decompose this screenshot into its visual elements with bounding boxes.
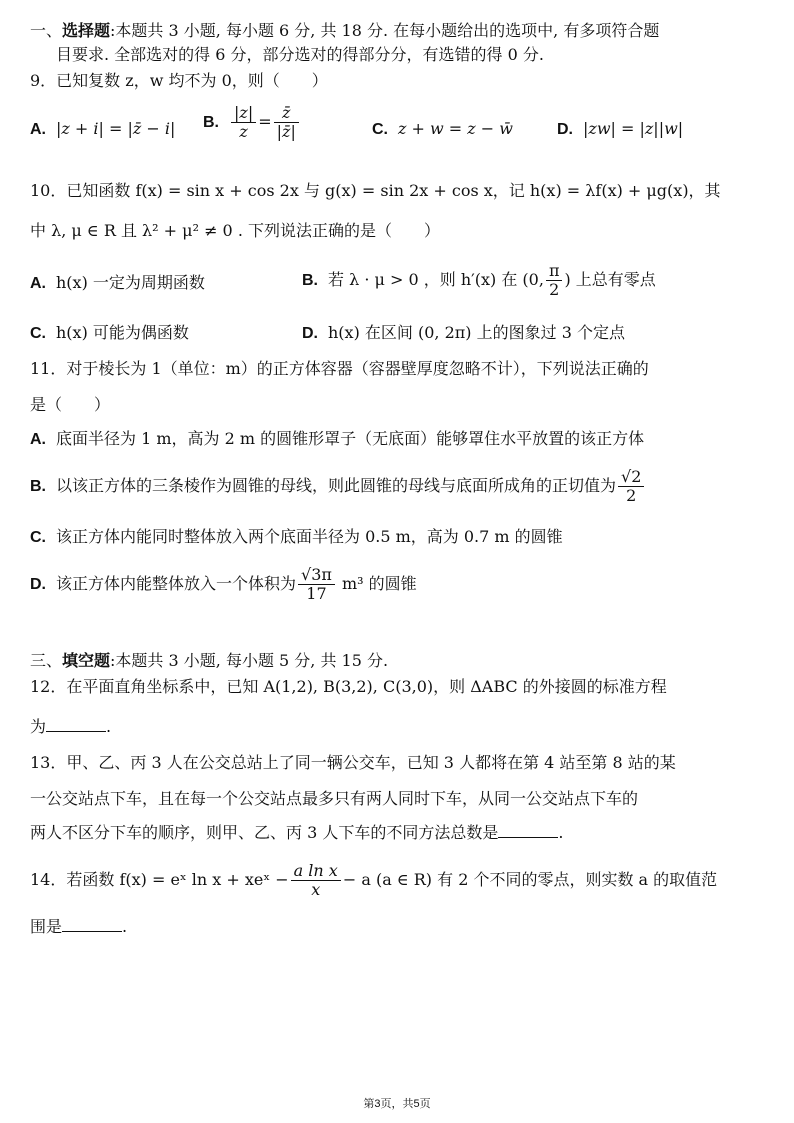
- q11-stem-line2: 是（ ）: [30, 395, 111, 414]
- frac-denominator: 2: [549, 280, 560, 299]
- q11-option-c-text: 该正方体内能同时整体放入两个底面半径为 0.5 m，高为 0.7 m 的圆锥: [56, 527, 563, 546]
- q10-option-a: [30, 272, 205, 295]
- q9-option-b-frac-right: [274, 104, 299, 141]
- q14-frac: [291, 862, 341, 899]
- q13-stem-line1: 13．甲、乙、丙 3 人在公交总站上了同一辆公交车，已知 3 人都将在第 4 站至第 8 站的某: [30, 753, 676, 772]
- q10-option-b: [302, 262, 656, 299]
- q10-option-b-frac: [546, 262, 563, 299]
- q10-option-c-label: C.: [30, 325, 46, 342]
- page-footer: 第3页，共5页: [363, 1098, 431, 1110]
- q11-option-a-label: A.: [30, 431, 46, 448]
- frac-numerator: a ln x: [291, 862, 341, 881]
- section1-heading: [30, 20, 659, 42]
- q13-stem-line3: [30, 822, 563, 844]
- q13-stem-line2: 一公交站点下车，且在每一个公交站点最多只有两人同时下车，从同一公交站点下车的: [30, 789, 639, 808]
- q9-stem: 9．已知复数 z，w 均不为 0，则（ ）: [30, 71, 328, 90]
- q10-stem-line2: 中 λ, μ ∈ R 且 λ² + μ² ≠ 0 . 下列说法正确的是（ ）: [30, 221, 440, 240]
- q9-option-d-text: |zw| = |z||w|: [583, 119, 684, 138]
- q11-option-b-frac: [618, 468, 644, 505]
- section3-instructions: :本题共 3 小题, 每小题 5 分, 共 15 分.: [110, 651, 389, 670]
- section1-instructions-line2: 目要求. 全部选对的得 6 分，部分选对的得部分分，有选错的得 0 分.: [56, 45, 544, 64]
- q12-answer-blank[interactable]: [46, 717, 106, 732]
- q10-option-c-text: h(x) 可能为偶函数: [56, 323, 189, 342]
- q11-stem-line1: 11．对于棱长为 1（单位：m）的正方体容器（容器壁厚度忽略不计），下列说法正确的: [30, 359, 649, 378]
- frac-denominator: z: [239, 122, 248, 141]
- q11-option-a: [30, 428, 644, 451]
- q9-option-d-label: D.: [557, 121, 573, 138]
- q12-stem-line1: 12．在平面直角坐标系中，已知 A(1,2), B(3,2), C(3,0)，则 ΔABC 的外接圆的标准方程: [30, 677, 667, 696]
- q9-option-c-label: C.: [372, 121, 388, 138]
- q10-option-b-pre: 若 λ · μ > 0 ，则 h′(x) 在 (0,: [328, 270, 544, 289]
- q10-stem-line1: 10．已知函数 f(x) = sin x + cos 2x 与 g(x) = sin 2x + cos x，记 h(x) = λf(x) + μg(x)，其: [30, 181, 721, 200]
- q11-option-d-label: D.: [30, 576, 46, 593]
- q12-line2-post: .: [106, 717, 112, 736]
- q12-stem-line2: [30, 716, 111, 738]
- q12-line2-pre: 为: [30, 717, 47, 736]
- section3-heading: [30, 650, 388, 672]
- q10-option-a-text: h(x) 一定为周期函数: [56, 273, 205, 292]
- q9-option-b-frac-left: [231, 104, 256, 141]
- section1-instructions-line1: :本题共 3 小题, 每小题 6 分, 共 18 分. 在每小题给出的选项中, 有多项符合题: [110, 21, 660, 40]
- q11-option-b: [30, 468, 646, 505]
- q11-option-b-label: B.: [30, 478, 46, 495]
- q10-option-d: [302, 322, 625, 345]
- q11-option-c-label: C.: [30, 529, 46, 546]
- section3-title: 填空题: [62, 651, 111, 670]
- q14-stem-line2: [30, 916, 127, 938]
- q9-option-b-label: B.: [203, 114, 219, 131]
- section3-number: 三、: [30, 651, 63, 670]
- q9-option-b: [203, 104, 301, 141]
- frac-denominator: 2: [626, 486, 637, 505]
- q10-option-d-label: D.: [302, 325, 318, 342]
- q10-option-b-post: ) 上总有零点: [564, 270, 656, 289]
- frac-numerator: |z|: [231, 104, 256, 123]
- q13-line3-pre: 两人不区分下车的顺序，则甲、乙、丙 3 人下车的不同方法总数是: [30, 823, 499, 842]
- q11-option-d-pre: 该正方体内能整体放入一个体积为: [56, 574, 297, 593]
- q10-option-b-label: B.: [302, 272, 318, 289]
- q9-option-a-label: A.: [30, 121, 46, 138]
- q9-option-c: [372, 118, 513, 141]
- frac-numerator: z̄: [274, 104, 299, 123]
- frac-numerator: √3π: [298, 566, 335, 585]
- q11-option-a-text: 底面半径为 1 m，高为 2 m 的圆锥形罩子（无底面）能够罩住水平放置的该正方体: [56, 429, 645, 448]
- frac-numerator: √2: [618, 468, 644, 487]
- q11-option-b-pre: 以该正方体的三条棱作为圆锥的母线，则此圆锥的母线与底面所成角的正切值为: [56, 476, 617, 495]
- q9-option-c-text: z + w = z − w̄: [398, 119, 513, 138]
- section1-number: 一、: [30, 21, 63, 40]
- q10-option-c: [30, 322, 189, 345]
- q14-pre: 14．若函数 f(x) = eˣ ln x + xeˣ −: [30, 870, 289, 889]
- q10-option-a-label: A.: [30, 275, 46, 292]
- q14-answer-blank[interactable]: [62, 917, 122, 932]
- q14-post: − a (a ∈ R) 有 2 个不同的零点，则实数 a 的取值范: [342, 870, 718, 889]
- frac-denominator: x: [311, 880, 321, 899]
- q14-stem-line1: [30, 862, 717, 899]
- q9-option-d: [557, 118, 683, 141]
- frac-denominator: |z̄|: [276, 122, 296, 141]
- q14-line2-post: .: [122, 917, 128, 936]
- q11-option-c: [30, 526, 563, 549]
- q10-option-d-text: h(x) 在区间 (0, 2π) 上的图象过 3 个定点: [328, 323, 625, 342]
- q11-option-d: [30, 566, 417, 603]
- frac-numerator: π: [546, 262, 563, 281]
- q13-answer-blank[interactable]: [498, 823, 558, 838]
- q11-option-d-frac: [298, 566, 335, 603]
- q11-option-d-post: m³ 的圆锥: [336, 574, 417, 593]
- frac-denominator: 17: [306, 584, 327, 603]
- q9-option-a-text: |z + i| = |z̄ − i|: [56, 119, 176, 138]
- section1-title: 选择题: [62, 21, 111, 40]
- q9-option-b-equals: =: [258, 112, 272, 131]
- q14-line2-pre: 围是: [30, 917, 63, 936]
- q9-option-a: [30, 118, 175, 141]
- q13-line3-post: .: [558, 823, 564, 842]
